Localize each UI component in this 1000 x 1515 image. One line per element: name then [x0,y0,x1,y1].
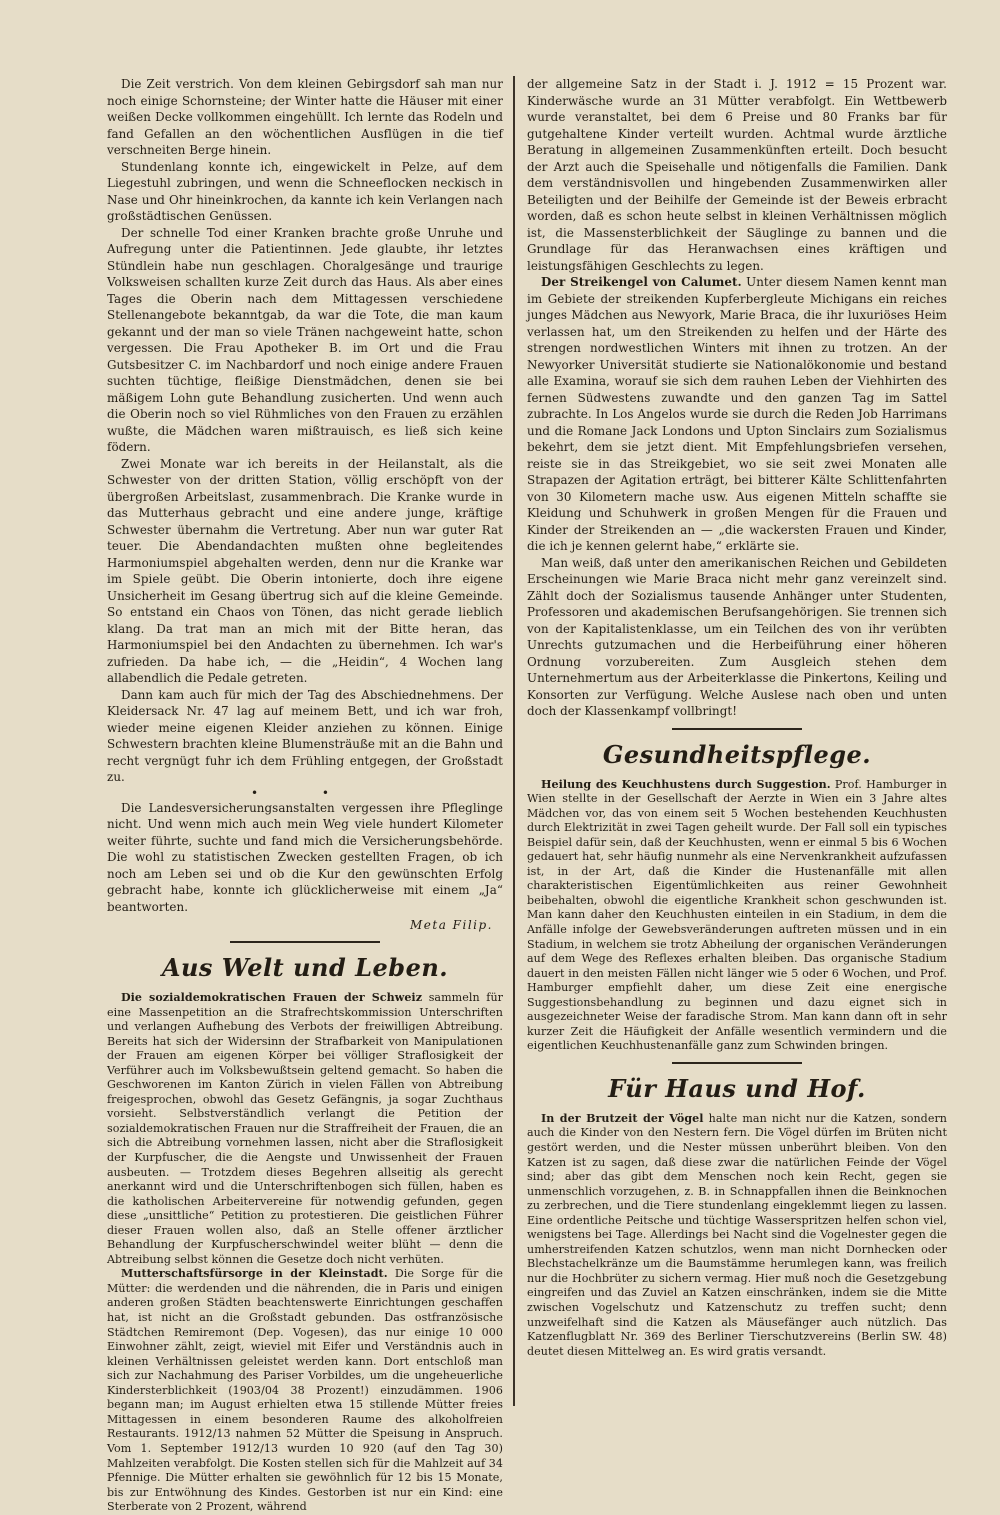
article-lead: Heilung des Keuchhustens durch Suggestion. [541,777,831,791]
article-text: Die Sorge für die Mütter: die werdenden und die nährenden, die in Paris und einigen anderen großen Städten beachtenswerte Einrichtungen geschaffen hat, ist nicht an die Großstadt gebunden. Das ostfranzösische Städtchen Remiremont (Dep. Vogesen), das nur einige 10 000 Einwohner zählt, zeigt, wieviel mit Eifer und Verständnis auch in kleinen Verhältnissen geleistet werden kann. Dort entschloß man sich zur Nachahmung des Pariser Vorbildes, um die ungeheuerliche Kindersterblichkeit (1903/04 38 Prozent!) einzudämmen. 1906 begann man; im August erhielten etwa 15 stillende Mütter freies Mittagessen in einem besonderen Raume des alkoholfreien Restaurants. 1912/13 nahmen 52 Mütter die Speisung in Anspruch. Vom 1. September 1912/13 wurden 10 920 (auf den Tag 30) Mahlzeiten verabfolgt. Die Kosten stellen sich für die Mahlzeit auf 34 Pfennige. Die Mütter erhalten sie gewöhnlich für 12 bis 15 Monate, bis zur Entwöhnung des Kindes. Gestorben ist nur ein Kind: eine Sterberate von 2 Prozent, während [107,1267,504,1514]
article-paragraph [527,555,947,720]
article-paragraph [527,274,947,555]
essay-paragraph: Der schnelle Tod einer Kranken brachte große Unruhe und Aufregung unter die Patientinnen. Jede glaubte, ihr letztes Stündlein habe nun geschlagen. Choralgesänge und traurige Volksweisen schallten kurze Zeit durch das Haus. Als aber eines Tages die Oberin nach dem Mittagessen verschiedene Stellenangebote bekanntgab, da war die Tote, die man kaum gekannt und der man so viele Tränen nachgeweint hatte, schon vergessen. Die Frau Apotheker B. im Ort und die Frau Gutsbesitzer C. im Nachbardorf und noch einige andere Frauen suchten tüchtige, fleißige Dienstmädchen, denen sie bei mäßigem Lohn gute Behandlung zusicherten. Und wenn auch die Oberin noch so viel Rühmliches von den Frauen zu erzählen wußte, die Mädchen waren mißtrauisch, es ließ sich keine födern. [107,225,503,454]
essay-paragraph: Zwei Monate war ich bereits in der Heilanstalt, als die Schwester von der dritten Station, völlig erschöpft von der übergroßen Arbeitslast, zusammenbrach. Die Kranke wurde in das Mutterhaus gebracht und eine andere junge, kräftige Schwester übernahm die Vertretung. Aber nun war guter Rat teuer. Die Abendandachten mußten ohne begleitendes Harmoniumspiel abgehalten werden, denn nur die Kranke war im Spiele geübt. Die Oberin intonierte, doch ihre eigene Unsicherheit im Gesang übertrug sich auf die kleine Gemeinde. So entstand ein Chaos von Tönen, das nicht gerade lieblich klang. Da trat man an mich mit der Bitte heran, das Harmoniumspiel bei den Andachten zu übernehmen. Ich war's zufrieden. Da habe ich, — die „Heidin“, 4 Wochen lang allabendlich die Pedale getreten. [107,456,503,685]
section-divider [672,1062,802,1064]
section-title-gesundheitspflege: Gesundheitspflege. [602,739,872,769]
section-divider [230,941,380,943]
article-lead: In der Brutzeit der Vögel [541,1111,704,1125]
article-paragraph [527,1112,947,1359]
article-paragraph [107,991,503,1267]
article-paragraph [107,1267,503,1514]
article-continuation: der allgemeine Satz in der Stadt i. J. 1912 = 15 Prozent war. Kinderwäsche wurde an 31 Mütter verabfolgt. Ein Wettbewerb wurde veranstaltet, bei dem 6 Preise und 80 Franks bar für gutgehaltene Kinder verteilt wurden. Achtmal wurde ärztliche Beratung in allgemeinen Zusammenkünften erteilt. Doch besucht der Arzt auch die Speisehalle und nötigenfalls die Familien. Dank dem verständnisvollen und hingebenden Zusammenwirken aller Beteiligten und der Beihilfe der Gemeinde ist der Beweis erbracht worden, daß es schon heute selbst in kleinen Verhältnissen möglich ist, die Massensterblichkeit der Säuglinge zu bannen und die Grundlage für das Heranwachsen eines kräftigen und leistungsfähigen Geschlechts zu legen. [527,77,947,273]
essay-paragraph: Dann kam auch für mich der Tag des Abschiednehmens. Der Kleidersack Nr. 47 lag auf meinem Bett, und ich war froh, wieder meine eigenen Kleider anziehen zu können. Einige Schwestern brachten kleine Blumensträuße mit an die Bahn und recht vergnügt fuhr ich dem Frühling entgegen, der Großstadt zu. [107,687,503,784]
article-text: halte man nicht nur die Katzen, sondern auch die Kinder von den Nestern fern. Die Vögel dürfen im Brüten nicht gestört werden, und die Nester müssen unberührt bleiben. Von den Katzen ist zu sagen, daß diese zwar die natürlichen Feinde der Vögel sind; aber das gibt dem Menschen noch kein Recht, gegen sie unmenschlich vorzugehen, z. B. in Schnappfallen ihnen die Beinknochen zu zerbrechen, und die Tiere stundenlang eingeklemmt liegen zu lassen. Eine ordentliche Peitsche und tüchtige Wasserspritzen helfen schon viel, wenigstens bei Tage. Allerdings bei Nacht sind die Vogelnester gegen die umherstreifenden Katzen schutzlos, wenn man nicht Dornhecken oder Blechstachelkränze um die Baumstämme herumlegen kann, was freilich nur die Hochbrüter zu sichern vermag. Hier muß noch die Gesetzgebung eingreifen und das Zuviel an Katzen einschränken, indem sie die Mitte zwischen Vogelschutz und Katzenschutz zu treffen sucht; denn unzweifelhaft sind die Katzen als Mäusefänger auch nützlich. Das Katzenflugblatt Nr. 369 des Berliner Tierschutzvereins (Berlin SW. 48) deutet diesen Mittelweg an. Es wird gratis versandt. [527,1111,947,1358]
article-lead: Der Streikengel von Calumet. [541,275,742,289]
section-break-stars: • • [251,785,359,800]
article-text: Man weiß, daß unter den amerikanischen Reichen und Gebildeten Erscheinungen wie Marie Braca nicht mehr ganz vereinzelt sind. Zählt doch der Sozialismus tausende Anhänger unter Studenten, Professoren und akademischen Berufsangehörigen. Sie trennen sich von der Kapitalistenklasse, um ein Teilchen des von ihr verübten Unrechts gutzumachen und die Herbeiführung einer höheren Ordnung vorzubereiten. Zum Ausgleich stehen dem Unternehmertum aus der Arbeiterklasse die Pinkertons, Keiling und Konsorten zur Verfügung. Welche Auslese nach oben und unten doch der Klassenkampf vollbringt! [527,555,947,718]
article-text: Unter diesem Namen kennt man im Gebiete der streikenden Kupferbergleute Michigans ein reiches junges Mädchen aus Newyork, Marie Braca, die ihr luxuriöses Heim verlassen hat, um den Streikenden zu helfen und der Härte des strengen nordwestlichen Winters mit ihnen zu trotzen. An der Newyorker Universität studierte sie Nationalökonomie und bestand alle Examina, worauf sie sich dem rauhen Leben der Viehhirten des fernen Südwestens zuwandte und den ganzen Tag im Sattel zubrachte. In Los Angelos wurde sie durch die Reden Job Harrimans und die Romane Jack Londons und Upton Sinclairs zum Sozialismus bekehrt, dem sie jetzt dient. Mit Empfehlungsbriefen versehen, reiste sie in das Streikgebiet, wo sie seit zwei Monaten alle Strapazen der Agitation erträgt, bei bitterer Kälte Schlittenfahrten von 30 Kilometern mache usw. Aus eigenen Mitteln schaffte sie Kleidung und Schuhwerk in großen Mengen für die Frauen und Kinder der Streikenden an — „die wackersten Frauen und Kinder, die ich je kennen gelernt habe,“ erklärte sie. [527,275,947,553]
article-lead: Mutterschaftsfürsorge in der Kleinstadt. [121,1267,388,1281]
article-text: sammeln für eine Massenpetition an die Strafrechtskommission Unterschriften und verlangen Aufhebung des Verbots der freiwilligen Abtreibung. Bereits hat sich der Widersinn der Strafbarkeit von Manipulationen der Frauen am eigenen Körper bei völliger Straflosigkeit der Verführer auch im Volksbewußtsein geltend gemacht. So haben die Geschworenen im Kanton Zürich in vielen Fällen von Abtreibung freigesprochen, obwohl das Gesetz Gefängnis, ja sogar Zuchthaus vorsieht. Selbstverständlich verlangt die Petition der sozialdemokratischen Frauen nur die Straffreiheit der Frauen, die an sich die Abtreibung vornehmen lassen, nicht aber die Straflosigkeit der Kurpfuscher, die die Aengste und Unwissenheit der Frauen ausbeuten. — Trotzdem dieses Begehren allseitig als gerecht anerkannt wird und die Unterschriftenbogen sich füllen, haben es die katholischen Arbeitervereine für notwendig gefunden, gegen diese „unsittliche“ Petition zu protestieren. Die geistlichen Führer dieser Frauen wollen also, daß an Stelle offener ärztlicher Behandlung der Kurpfuscherschwindel weiter blüht — denn die Abtreibung selbst können die Gesetze doch nicht verhüten. [107,991,503,1266]
column-divider [513,76,515,1406]
right-column [527,76,947,1406]
section-title-haus-und-hof: Für Haus und Hof. [608,1073,866,1103]
author-signature: Meta Filip. [409,918,493,932]
article-lead: Die sozialdemokratischen Frauen der Schweiz [121,991,423,1004]
article-text: Prof. Hamburger in Wien stellte in der Gesellschaft der Aerzte in Wien ein 3 Jahre altes Mädchen vor, das von einem seit 5 Wochen bestehenden Keuchhusten durch Elektrizität in zwei Tagen geheilt wurde. Der Fall soll ein typisches Beispiel dafür sein, daß der Keuchhusten, wenn er einmal 5 bis 6 Wochen gedauert hat, sehr häufig nunmehr als eine Nervenkrankheit aufzufassen ist, in der Art, daß die Kinder die Hustenanfälle mit allen charakteristischen Eigentümlichkeiten aus reiner Gewohnheit beibehalten, obwohl die eigentliche Krankheit schon geschwunden ist. Man kann daher den Keuchhusten einteilen in ein Stadium, in dem die Anfälle infolge der Gewebsveränderungen auftreten müssen und in ein Stadium, in welchem sie trotz Abheilung der organischen Veränderungen auf dem Wege des Reflexes erhalten bleiben. Das organische Stadium dauert in den meisten Fällen nicht länger wie 5 oder 6 Wochen, und Prof. Hamburger empfiehlt daher, um diese Zeit eine energische Suggestionsbehandlung zu beginnen und dazu eignet sich in ausgezeichneter Weise der faradische Strom. Man kann dann oft in sehr kurzer Zeit die Häufigkeit der Anfälle wesentlich vermindern und die eigentlichen Keuchhustenanfälle ganz zum Schwinden bringen. [527,777,947,1053]
section-divider [672,728,802,730]
essay-closing-paragraph: Die Landesversicherungsanstalten vergessen ihre Pfleglinge nicht. Und wenn mich auch mein Weg viele hundert Kilometer weiter führte, suchte und fand mich die Versicherungsbehörde. Die wohl zu statistischen Zwecken gestellten Fragen, ob ich noch am Leben sei und ob die Kur den gewünschten Erfolg gebracht habe, konnte ich glücklicherweise mit einem „Ja“ beantworten. [107,800,503,914]
essay-paragraph: Stundenlang konnte ich, eingewickelt in Pelze, auf dem Liegestuhl zubringen, und wenn die Schneeflocken neckisch in Nase und Ohr hineinkrochen, da kannte ich kein Verlangen nach großstädtischen Genüssen. [107,159,503,223]
left-column [107,76,504,1514]
essay-paragraph: Die Zeit verstrich. Von dem kleinen Gebirgsdorf sah man nur noch einige Schornsteine; der Winter hatte die Häuser mit einer weißen Decke vollkommen eingehüllt. Ich lernte das Rodeln und fand Gefallen an den wöchentlichen Ausflügen in die tief verschneiten Berge hinein. [107,77,503,157]
article-paragraph [527,778,947,1054]
section-title-welt-und-leben: Aus Welt und Leben. [161,953,449,982]
